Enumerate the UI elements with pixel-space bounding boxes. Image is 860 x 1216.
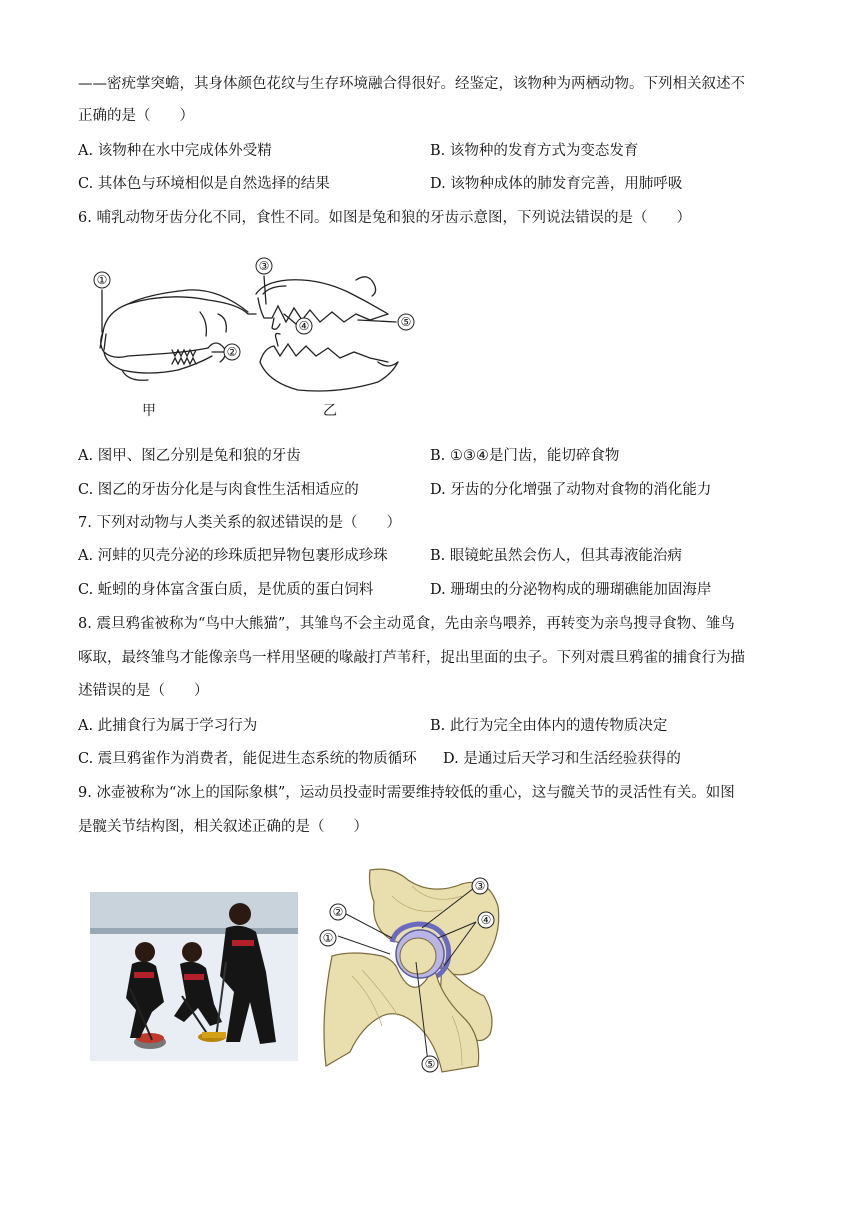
q7-option-a[interactable]: A. 河蚌的贝壳分泌的珍珠质把异物包裹形成珍珠 <box>78 548 388 564</box>
q8-option-c[interactable]: C. 震旦鸦雀作为消费者，能促进生态系统的物质循环 <box>78 751 417 767</box>
q6-stem: 6. 哺乳动物牙齿分化不同，食性不同。如图是兔和狼的牙齿示意图，下列说法错误的是（ ） <box>78 210 691 226</box>
tooth-marker-3: ③ <box>258 259 270 273</box>
q5-stem-line2: 正确的是（ ） <box>78 108 194 124</box>
hip-marker-3: ③ <box>474 879 486 893</box>
q9-stem-line1: 9. 冰壶被称为“冰上的国际象棋”，运动员投壶时需要维持较低的重心，这与髋关节的灵活性有关。如图 <box>78 785 735 801</box>
q6-option-b[interactable]: B. ①③④是门齿，能切碎食物 <box>430 448 620 464</box>
tooth-marker-5: ⑤ <box>400 315 412 329</box>
q6-option-c[interactable]: C. 图乙的牙齿分化是与肉食性生活相适应的 <box>78 482 359 498</box>
q8-stem-line2: 啄取，最终雏鸟才能像亲鸟一样用坚硬的喙敲打芦苇秆，捉出里面的虫子。下列对震旦鸦雀的捕食行为描 <box>78 650 745 666</box>
q7-option-d[interactable]: D. 珊瑚虫的分泌物构成的珊瑚礁能加固海岸 <box>430 582 712 598</box>
q5-option-d[interactable]: D. 该物种成体的肺发育完善，用肺呼吸 <box>430 176 683 192</box>
q5-stem-line1: ——密疣掌突蟾，其身体颜色花纹与生存环境融合得很好。经鉴定，该物种为两栖动物。下列相关叙述不 <box>78 76 745 92</box>
hip-joint-diagram <box>312 866 512 1076</box>
q8-stem-line3: 述错误的是（ ） <box>78 683 209 699</box>
tooth-marker-2: ② <box>226 345 238 359</box>
q5-option-c[interactable]: C. 其体色与环境相似是自然选择的结果 <box>78 176 330 192</box>
q8-option-d[interactable]: D. 是通过后天学习和生活经验获得的 <box>443 751 681 767</box>
q5-option-a[interactable]: A. 该物种在水中完成体外受精 <box>78 143 272 159</box>
q7-stem: 7. 下列对动物与人类关系的叙述错误的是（ ） <box>78 515 401 531</box>
hip-marker-2: ② <box>332 905 344 919</box>
q6-teeth-figure <box>88 252 428 427</box>
hip-marker-5: ⑤ <box>424 1057 436 1071</box>
q8-option-a[interactable]: A. 此捕食行为属于学习行为 <box>78 718 258 734</box>
figure-label-jia: 甲 <box>142 403 156 419</box>
q9-stem-line2: 是髋关节结构图，相关叙述正确的是（ ） <box>78 819 368 835</box>
q6-option-d[interactable]: D. 牙齿的分化增强了动物对食物的消化能力 <box>430 482 712 498</box>
q5-option-b[interactable]: B. 该物种的发育方式为变态发育 <box>430 143 639 159</box>
q8-option-b[interactable]: B. 此行为完全由体内的遗传物质决定 <box>430 718 668 734</box>
hip-marker-1: ① <box>322 931 334 945</box>
q7-option-c[interactable]: C. 蚯蚓的身体富含蛋白质，是优质的蛋白饲料 <box>78 582 374 598</box>
q6-option-a[interactable]: A. 图甲、图乙分别是兔和狼的牙齿 <box>78 448 301 464</box>
q7-option-b[interactable]: B. 眼镜蛇虽然会伤人，但其毒液能治病 <box>430 548 682 564</box>
hip-marker-4: ④ <box>480 913 492 927</box>
tooth-marker-4: ④ <box>298 319 310 333</box>
curling-photo <box>90 892 298 1061</box>
q8-stem-line1: 8. 震旦鸦雀被称为“鸟中大熊猫”，其雏鸟不会主动觅食，先由亲鸟喂养，再转变为亲鸟搜寻食物、雏鸟 <box>78 616 735 632</box>
figure-label-yi: 乙 <box>323 403 337 419</box>
tooth-marker-1: ① <box>96 273 108 287</box>
